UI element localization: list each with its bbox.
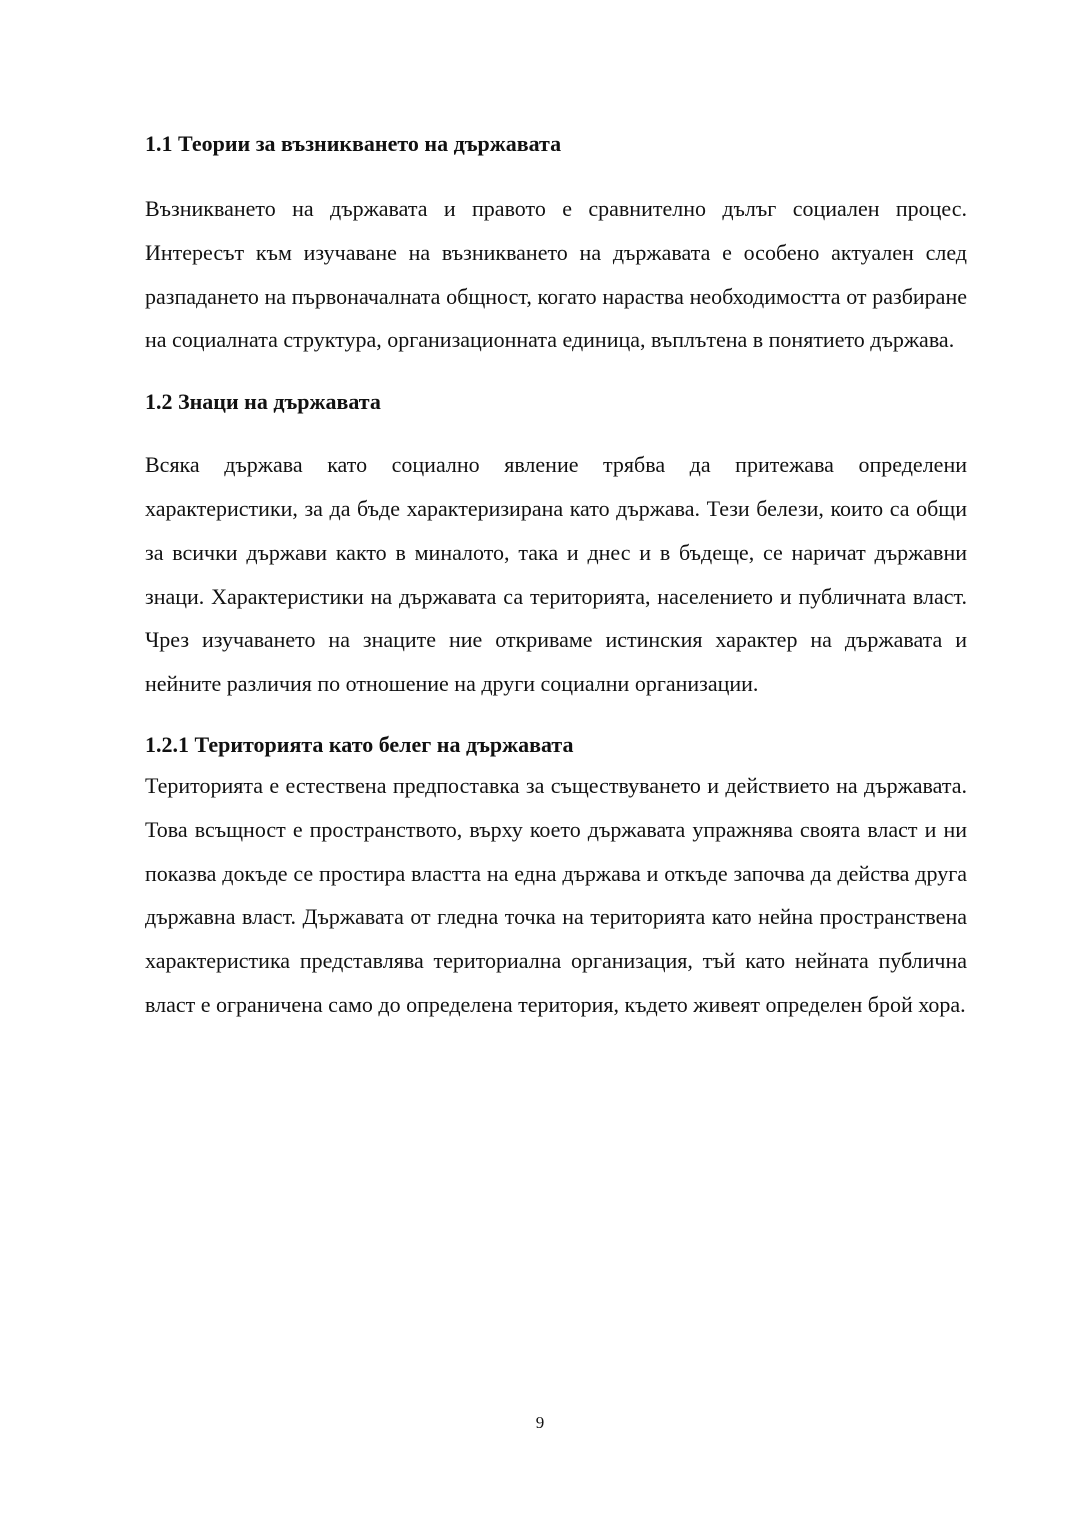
section-paragraph-1-1: Възникването на държавата и правото е сравнително дълъг социален процес. Интересът към изучаване на възникването на държавата е особено актуален след разпадането на първоначалната общност, когато нараства необходимостта от разбиране на социалната структура, организационната единица, въплътена в понятието държава. <box>145 196 967 353</box>
section-heading-1-2-1: 1.2.1 Територията като белег на държавата <box>145 731 574 757</box>
page-content <box>145 129 967 1027</box>
section-paragraph-1-2-1: Територията е естествена предпоставка за съществуването и действието на държавата. Това всъщност е пространството, върху което държавата упражнява своята власт и ни показва докъде се простира властта на една държава и откъде започва да действа друга държавна власт. Държавата от гледна точка на територията като нейна пространствена характеристика представлява териториална организация, тъй като нейната публична власт е ограничена само до определена територия, където живеят определен брой хора. <box>145 772 967 1017</box>
section-heading-1-1: 1.1 Теории за възникването на държавата <box>145 131 562 156</box>
section-paragraph-1-2: Всяка държава като социално явление трябва да притежава определени характеристики, за да бъде характеризирана като държава. Тези белези, които са общи за всички държави както в миналото, така и днес и в бъдеще, се наричат държавни знаци. Характеристики на държавата са територията, населението и публичната власт. Чрез изучаването на знаците ние откриваме истинския характер на държавата и нейните различия по отношение на други социални организации. <box>145 452 967 697</box>
page-number: 9 <box>535 1413 545 1432</box>
section-heading-1-2: 1.2 Знаци на държавата <box>145 389 381 415</box>
